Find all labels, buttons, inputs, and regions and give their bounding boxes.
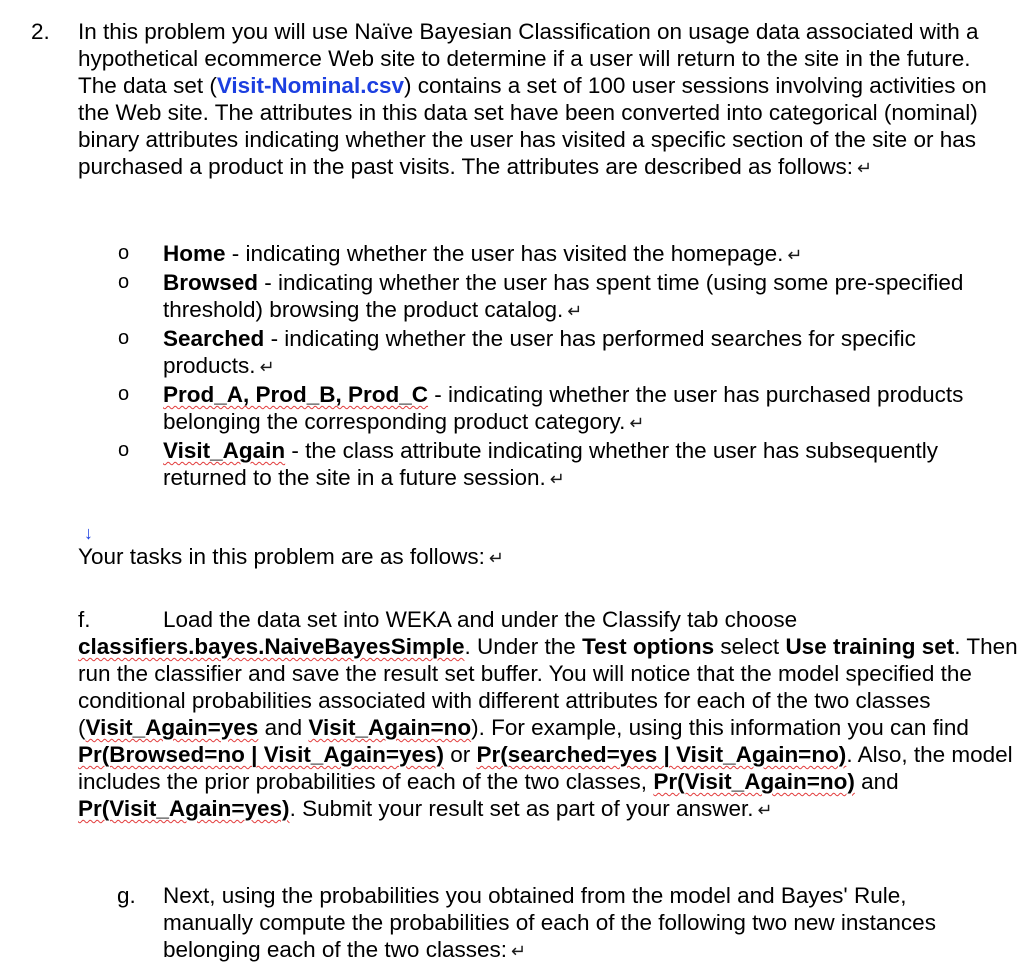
probability-expression: Pr(Browsed=no | Visit_Again=yes) xyxy=(78,742,444,767)
list-item xyxy=(118,269,1018,325)
task-text: select xyxy=(714,634,786,659)
test-options-label: Test options xyxy=(582,634,715,659)
list-item xyxy=(118,325,1018,381)
attribute-desc: - indicating whether the user has spent time (using some pre-specified threshold) browsing the product catalog. xyxy=(163,270,964,322)
attribute-desc: - indicating whether the user has purchased products belonging the corresponding product category. xyxy=(163,382,964,434)
task-f xyxy=(78,606,1018,824)
bullet-icon: o xyxy=(118,242,130,264)
class-no: Visit_Again=no xyxy=(308,715,472,740)
task-text: and xyxy=(258,715,309,740)
bullet-icon: o xyxy=(118,271,130,293)
task-text: . Also, the model includes the prior probabilities of each of the two classes, xyxy=(78,742,1013,794)
intro-text-2: ) contains a set of 100 user sessions involving activities on the Web site. The attributes in this data set have been converted into categorical (nominal) binary attributes indicating whether the user has visited a specific section of the site or has purchased a product in the past visits. The attributes are described as follows: xyxy=(78,73,987,179)
attribute-name: Prod_A, Prod_B, Prod_C xyxy=(163,382,429,407)
dataset-filename: Visit-Nominal.csv xyxy=(216,73,404,98)
task-label: f. xyxy=(78,607,91,632)
return-mark-icon: ↵ xyxy=(629,413,645,433)
probability-expression: Pr(Visit_Again=no) xyxy=(653,769,855,794)
task-text: . Under the xyxy=(464,634,583,659)
return-mark-icon: ↵ xyxy=(857,158,873,178)
return-mark-icon: ↵ xyxy=(787,245,803,265)
return-mark-icon: ↵ xyxy=(510,941,527,961)
return-mark-icon: ↵ xyxy=(259,357,275,377)
attribute-list xyxy=(118,240,1018,493)
attribute-name: Visit_Again xyxy=(163,438,286,463)
down-arrow-icon: ↓ xyxy=(84,523,93,543)
class-yes: Visit_Again=yes xyxy=(85,715,259,740)
task-text: . Submit your result set as part of your answer. xyxy=(289,796,754,821)
task-text: Next, using the probabilities you obtained from the model and Bayes' Rule, manually compute the probabilities of each of the following two new instances belonging each of the two classes: xyxy=(163,883,936,962)
bullet-icon: o xyxy=(118,439,130,461)
task-text: or xyxy=(444,742,477,767)
question-number: 2. xyxy=(31,19,50,44)
return-mark-icon: ↵ xyxy=(757,800,773,820)
return-mark-icon: ↵ xyxy=(488,548,504,568)
return-mark-icon: ↵ xyxy=(567,301,583,321)
classifier-name: classifiers.bayes.NaiveBayesSimple xyxy=(78,634,465,659)
tasks-heading xyxy=(78,543,504,572)
tasks-heading-text: Your tasks in this problem are as follows: xyxy=(78,544,485,569)
task-text: . Then run the classifier and save the result set buffer. You will notice that the model specified the conditional probabilities associated with different attributes for each of the two classes ( xyxy=(78,634,1018,740)
task-text: ). For example, using this information you can find xyxy=(471,715,969,740)
attribute-name: Home xyxy=(163,241,226,266)
question-intro xyxy=(78,18,1008,182)
attribute-desc: - the class attribute indicating whether the user has subsequently returned to the site in a future session. xyxy=(163,438,938,490)
list-item xyxy=(118,437,1018,493)
use-training-set-label: Use training set xyxy=(785,634,955,659)
attribute-name: Searched xyxy=(163,326,265,351)
list-item xyxy=(118,240,1018,269)
probability-expression: Pr(searched=yes | Visit_Again=no) xyxy=(476,742,847,767)
probability-expression: Pr(Visit_Again=yes) xyxy=(78,796,290,821)
intro-text-1: In this problem you will use Naïve Bayesian Classification on usage data associated with a hypothetical ecommerce Web site to determine if a user will return to the site in the future. The data set ( xyxy=(78,19,979,98)
bullet-icon: o xyxy=(118,327,130,349)
task-g xyxy=(117,882,997,965)
attribute-desc: - indicating whether the user has performed searches for specific products. xyxy=(163,326,916,378)
list-item xyxy=(118,381,1018,437)
task-text: Load the data set into WEKA and under the Classify tab choose xyxy=(163,607,798,632)
task-label: g. xyxy=(117,883,136,908)
attribute-name: Browsed xyxy=(163,270,259,295)
bullet-icon: o xyxy=(118,383,130,405)
return-mark-icon: ↵ xyxy=(549,469,565,489)
task-text: and xyxy=(854,769,899,794)
attribute-desc: - indicating whether the user has visited the homepage. xyxy=(225,241,784,266)
